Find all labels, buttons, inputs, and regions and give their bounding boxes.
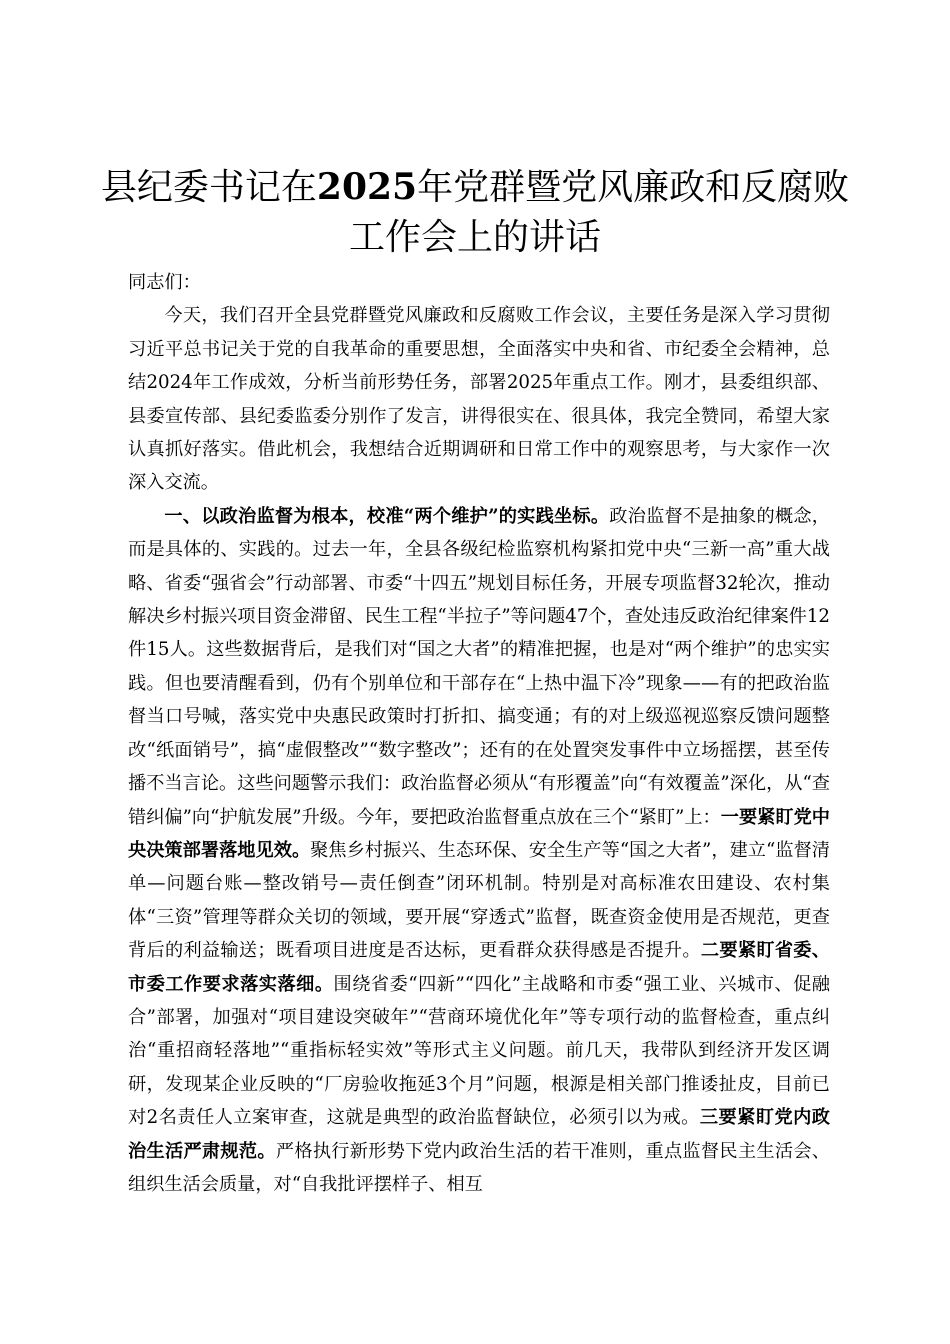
title-suffix: 年党群暨党风廉政和反腐败工作会上的讲话: [348, 167, 850, 258]
title-prefix: 县纪委书记在: [100, 167, 317, 208]
point-one-text: 聚焦乡村振兴、生态环保、安全生产等“国之大者”，建立“监督清单—问题台账—整改销号—责任倒查”闭环机制。特别是对高标准农田建设、农村集体“三资”管理等群众关切的领域，要开展“穿透式”监督，既查资金使用是否规范，更查背后的利益输送；既看项目进度是否达标，更看群众获得感是否提升。: [128, 839, 830, 962]
point-three-text: 严格执行新形势下党内政治生活的若干准则，重点监督民主生活会、组织生活会质量，对“自我批评摆样子、相互: [128, 1140, 830, 1195]
section-one-heading: 一、以政治监督为根本，校准“两个维护”的实践坐标。: [164, 505, 610, 527]
point-three-heading: 三要紧盯党内政治生活严肃规范。: [128, 1107, 830, 1162]
document-body: [128, 266, 830, 1201]
title-year: 2025: [316, 166, 418, 208]
opening-paragraph: 今天，我们召开全县党群暨党风廉政和反腐败工作会议，主要任务是深入学习贯彻习近平总书记关于党的自我革命的重要思想，全面落实中央和省、市纪委全会精神，总结2024年工作成效，分析当前形势任务，部署2025年重点工作。刚才，县委组织部、县委宣传部、县纪委监委分别作了发言，讲得很实在、很具体，我完全赞同，希望大家认真抓好落实。借此机会，我想结合近期调研和日常工作中的观察思考，与大家作一次深入交流。: [128, 305, 830, 494]
document-title: [100, 162, 850, 263]
point-two-heading: 二要紧盯省委、市委工作要求落实落细。: [128, 940, 830, 995]
point-two-text: 围绕省委“四新”“四化”主战略和市委“强工业、兴城市、促融合”部署，加强对“项目建设突破年”“营商环境优化年”等专项行动的监督检查，重点纠治“重招商轻落地”“重指标轻实效”等形式主义问题。前几天，我带队到经济开发区调研，发现某企业反映的“厂房验收拖延3个月”问题，根源是相关部门推诿扯皮，目前已对2名责任人立案审查，这就是典型的政治监督缺位，必须引以为戒。: [128, 973, 830, 1129]
section-one-paragraph: [128, 500, 830, 1202]
point-one-heading: 一要紧盯党中央决策部署落地见效。: [128, 806, 830, 861]
section-one-text: 政治监督不是抽象的概念，而是具体的、实践的。过去一年，全县各级纪检监察机构紧扣党中央“三新一高”重大战略、省委“强省会”行动部署、市委“十四五”规划目标任务，开展专项监督32轮次，推动解决乡村振兴项目资金滞留、民生工程“半拉子”等问题47个，查处违反政治纪律案件12件15人。这些数据背后，是我们对“国之大者”的精准把握，也是对“两个维护”的忠实实践。但也要清醒看到，仍有个别单位和干部存在“上热中温下冷”现象——有的把政治监督当口号喊，落实党中央惠民政策时打折扣、搞变通；有的对上级巡视巡察反馈问题整改“纸面销号”，搞“虚假整改”“数字整改”；还有的在处置突发事件中立场摇摆，甚至传播不当言论。这些问题警示我们：政治监督必须从“有形覆盖”向“有效覆盖”深化，从“查错纠偏”向“护航发展”升级。今年，要把政治监督重点放在三个“紧盯”上：: [128, 505, 830, 828]
salutation: 同志们：: [128, 272, 201, 293]
